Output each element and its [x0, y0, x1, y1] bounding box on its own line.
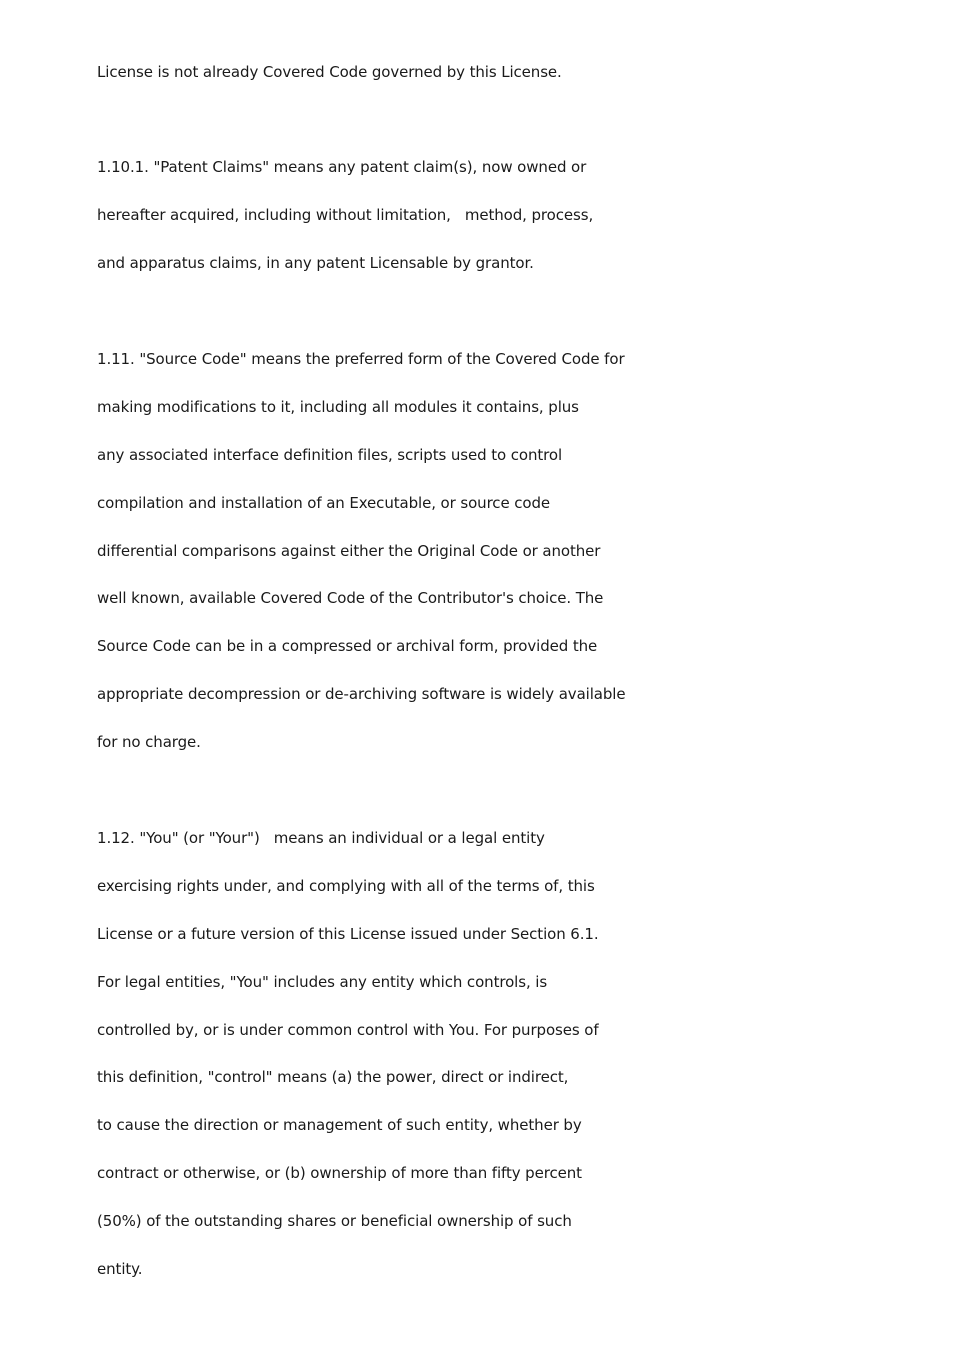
- text-line: to cause the direction or management of such entity, whether by: [97, 1116, 582, 1134]
- text-line: License or a future version of this License issued under Section 6.1.: [97, 925, 599, 943]
- text-line: making modifications to it, including all modules it contains, plus: [97, 398, 579, 416]
- text-line: for no charge.: [97, 733, 201, 751]
- text-line: contract or otherwise, or (b) ownership of more than fifty percent: [97, 1164, 582, 1182]
- text-line: exercising rights under, and complying with all of the terms of, this: [97, 877, 595, 895]
- text-line: 1.11. "Source Code" means the preferred form of the Covered Code for: [97, 350, 625, 368]
- text-line: 1.12. "You" (or "Your") means an individual or a legal entity: [97, 829, 545, 847]
- text-line: For legal entities, "You" includes any entity which controls, is: [97, 973, 548, 991]
- text-line: Source Code can be in a compressed or archival form, provided the: [97, 637, 598, 655]
- text-line: 1.10.1. "Patent Claims" means any patent claim(s), now owned or: [97, 158, 587, 176]
- text-line: any associated interface definition files, scripts used to control: [97, 446, 563, 464]
- text-line: and apparatus claims, in any patent Licensable by grantor.: [97, 254, 534, 272]
- text-line: well known, available Covered Code of the Contributor's choice. The: [97, 589, 604, 607]
- text-line: entity.: [97, 1260, 143, 1278]
- text-line: differential comparisons against either the Original Code or another: [97, 542, 601, 560]
- text-line: this definition, "control" means (a) the power, direct or indirect,: [97, 1068, 569, 1086]
- text-line: compilation and installation of an Executable, or source code: [97, 494, 551, 512]
- text-line: controlled by, or is under common control with You. For purposes of: [97, 1021, 599, 1039]
- text-line: appropriate decompression or de-archiving software is widely available: [97, 685, 626, 703]
- text-line: (50%) of the outstanding shares or beneficial ownership of such: [97, 1212, 572, 1230]
- text-line: License is not already Covered Code governed by this License.: [97, 63, 562, 81]
- text-line: hereafter acquired, including without limitation, method, process,: [97, 206, 594, 224]
